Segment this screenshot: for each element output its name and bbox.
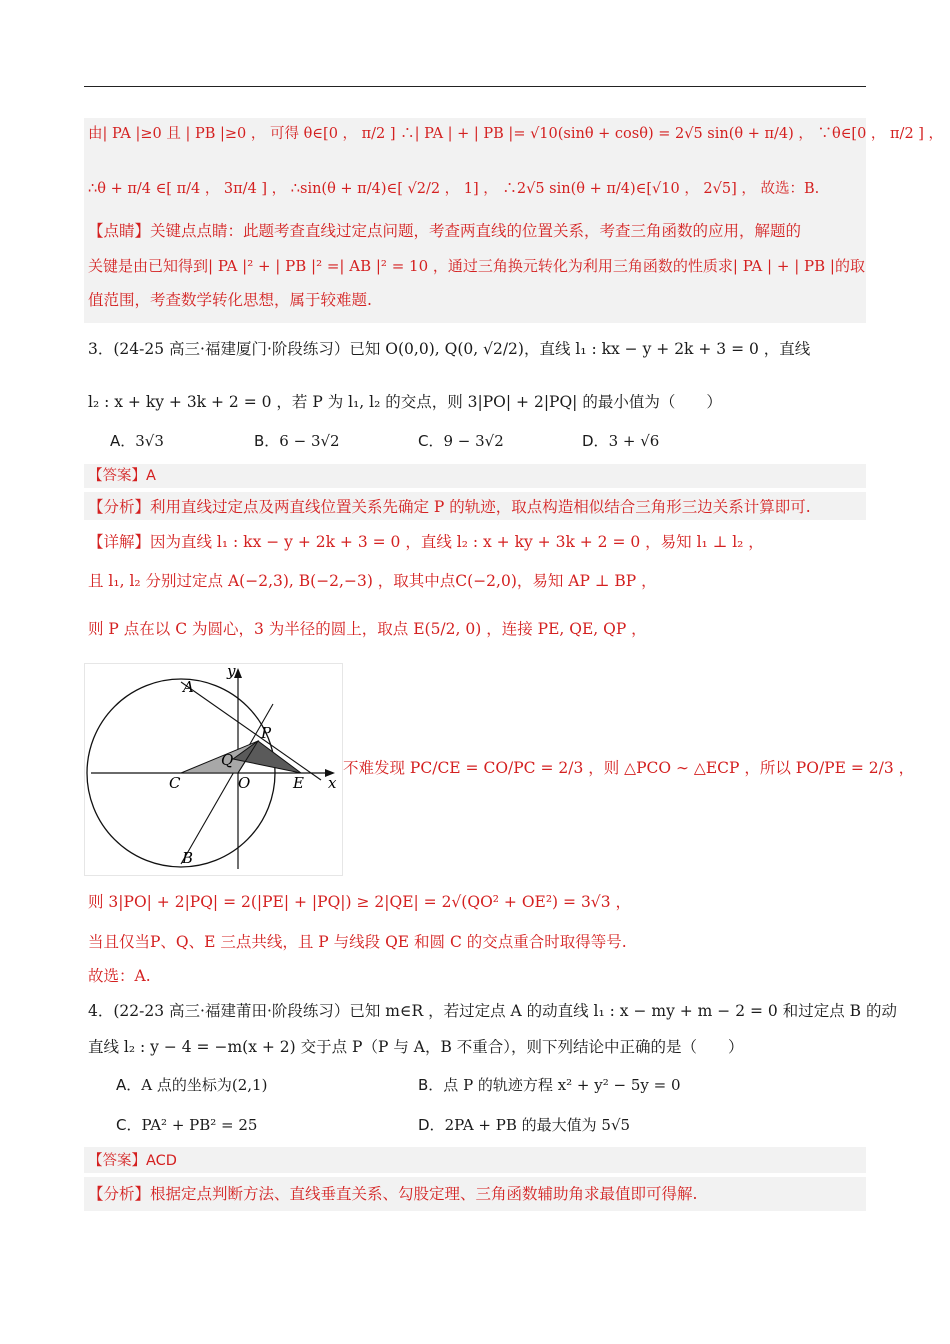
q3-answer-panel [84,464,866,488]
header-rule [84,86,866,87]
label-p: P [261,724,272,742]
q3-option-a [110,430,164,452]
q4-stem-line-2: 直线 l₂ : y − 4 = −m(x + 2) 交于点 P（P 与 A，B 不重合），则下列结论中正确的是（ ） [88,1038,744,1056]
q3-stem-line-2: l₂ : x + ky + 3k + 2 = 0 ，若 P 为 l₁, l₂ 的交点，则 3|PO| + 2|PQ| 的最小值为（ ） [88,393,722,411]
geometry-figure-svg [85,664,342,875]
q4-answer: 【答案】ACD [88,1153,177,1169]
solution-line-2: ∴θ + π/4 ∈[ π/4 ， 3π/4 ] ， ∴sin(θ + π/4)∈[ √2/2 ， 1] ， ∴2√5 sin(θ + π/4)∈[√10 ， 2√5] ， 故选：B. [88,181,820,197]
q4-option-b [418,1074,681,1096]
q3-detail-line-1: 【详解】因为直线 l₁ : kx − y + 2k + 3 = 0 ，直线 l₂ : x + ky + 3k + 2 = 0 ，易知 l₁ ⊥ l₂ ， [88,533,764,551]
q4-answer-panel [84,1147,866,1173]
label-o: O [238,774,251,792]
q4-option-a-text: A 点的坐标为(2,1) [141,1076,268,1094]
q4-option-b-label: B． [418,1076,444,1094]
q4-option-c-text: PA² + PB² = 25 [141,1116,258,1134]
q4-analysis: 【分析】根据定点判断方法、直线垂直关系、勾股定理、三角函数辅助角求最值即可得解. [88,1185,698,1203]
q4-stem-line-1: 4．(22-23 高三·福建莆田·阶段练习）已知 m∈R ，若过定点 A 的动直线 l₁ : x − my + m − 2 = 0 和过定点 B 的动 [88,1002,897,1020]
label-c: C [169,774,181,792]
q3-analysis: 【分析】利用直线过定点及两直线位置关系先确定 P 的轨迹，取点构造相似结合三角形三边关系计算即可. [88,498,811,516]
q3-option-c-label: C． [418,432,444,450]
q4-option-d-label: D． [418,1116,445,1134]
solution-line-1: 由| PA |≥0 且 | PB |≥0 ， 可得 θ∈[0 ， π/2 ] ∴| PA | + | PB |= √10(sinθ + cosθ) = 2√5 sin(θ + π/4) ， ∵θ∈[0 ， π/2 ] ， [88,126,944,142]
q4-option-c-label: C． [116,1116,142,1134]
q3-option-d-text: 3 + √6 [608,432,660,450]
key-point-line-2: 关键是由已知得到| PA |² + | PB |² =| AB |² = 10 ，通过三角换元转化为利用三角函数的性质求| PA | + | PB |的取 [88,257,865,275]
q3-option-b-label: B． [254,432,280,450]
q3-option-a-label: A． [110,432,136,450]
q3-figure-text: 不难发现 PC/CE = CO/PC = 2/3 ，则 △PCO ∼ △ECP ，所以 PO/PE = 2/3 ， [343,759,915,777]
q3-answer: 【答案】A [88,468,156,484]
geometry-figure [84,663,343,876]
q4-option-d [418,1114,630,1136]
q3-option-d [582,430,659,452]
q3-detail-line-3: 则 P 点在以 C 为圆心，3 为半径的圆上，取点 E(5/2, 0) ，连接 PE, QE, QP ， [88,620,647,638]
q3-detail-line-4: 则 3|PO| + 2|PQ| = 2(|PE| + |PQ|) ≥ 2|QE| = 2√(QO² + OE²) = 3√3 ， [88,893,631,911]
q4-option-b-text: 点 P 的轨迹方程 x² + y² − 5y = 0 [443,1076,681,1094]
triangle-pqe [233,741,301,773]
q3-option-c [418,430,504,452]
label-x: x [328,774,337,792]
key-point-line-1: 【点睛】关键点点睛：此题考查直线过定点问题，考查两直线的位置关系，考查三角函数的应用，解题的 [88,222,802,240]
key-point-line-3: 值范围，考查数学转化思想，属于较难题. [88,291,372,309]
q4-option-d-text: 2PA + PB 的最大值为 5√5 [444,1116,631,1134]
line-l2 [181,704,273,864]
q3-detail-line-5: 当且仅当P、Q、E 三点共线，且 P 与线段 QE 和圆 C 的交点重合时取得等号. [88,933,627,951]
q4-option-a-label: A． [116,1076,142,1094]
q3-option-a-text: 3√3 [135,432,164,450]
label-q: Q [221,751,234,769]
q3-stem-line-1: 3．(24-25 高三·福建厦门·阶段练习）已知 O(0,0), Q(0, √2/2)，直线 l₁ : kx − y + 2k + 3 = 0 ，直线 [88,340,811,358]
label-a: A [183,678,194,696]
label-e: E [293,774,304,792]
label-b: B [182,849,194,867]
q4-option-c [116,1114,257,1136]
q3-detail-line-2: 且 l₁, l₂ 分别过定点 A(−2,3), B(−2,−3) ，取其中点C(−2,0)，易知 AP ⊥ BP ， [88,572,657,590]
q3-option-b [254,430,340,452]
q4-option-a [116,1074,267,1096]
label-y: y [227,664,236,680]
q3-option-b-text: 6 − 3√2 [279,432,340,450]
q3-detail-line-6: 故选：A. [88,967,151,985]
q3-option-d-label: D． [582,432,609,450]
q3-option-c-text: 9 − 3√2 [443,432,504,450]
